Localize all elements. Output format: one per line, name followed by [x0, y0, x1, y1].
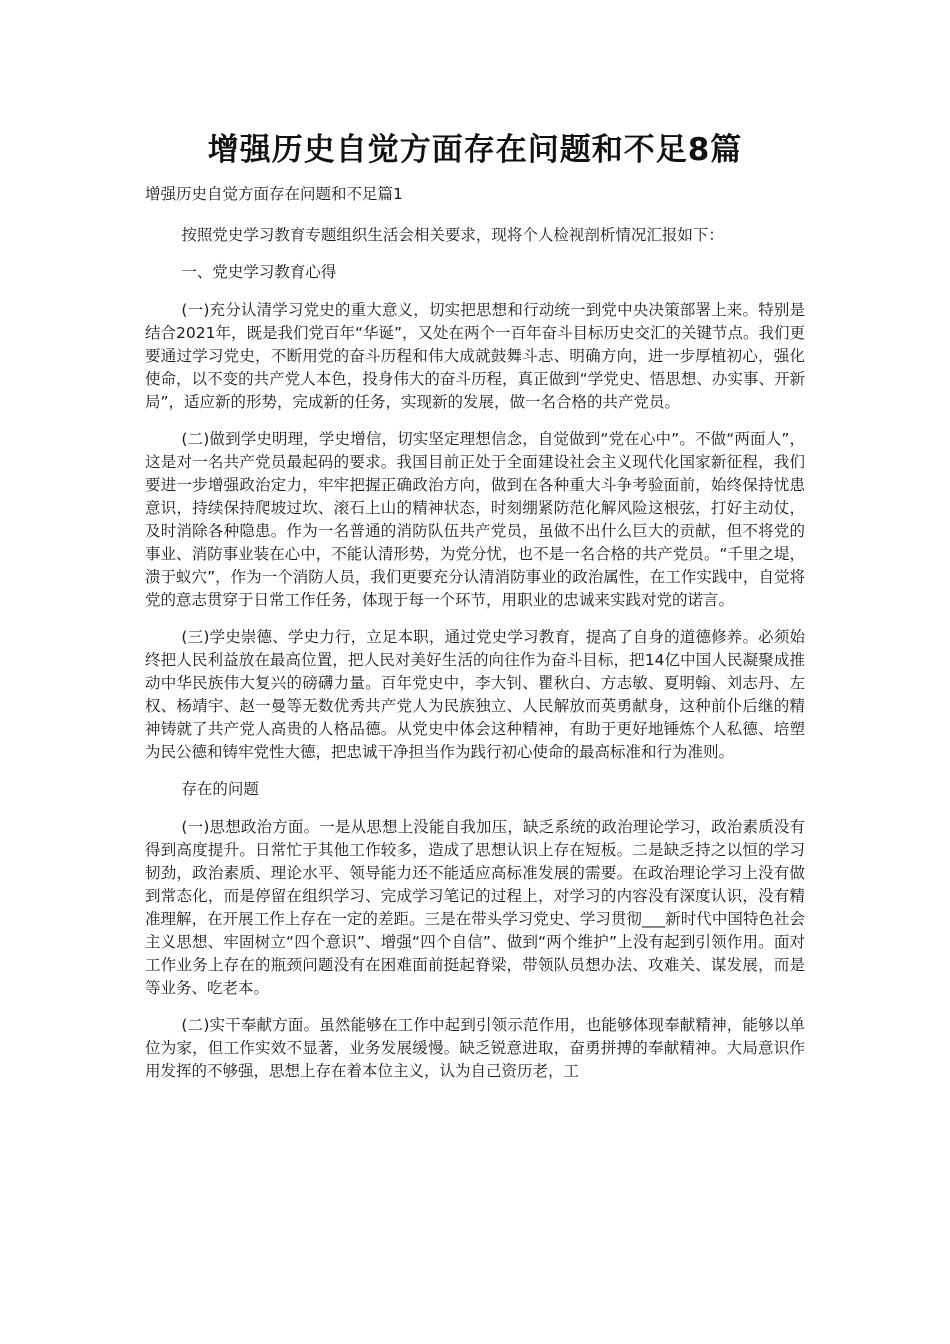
document-subtitle: 增强历史自觉方面存在问题和不足篇1	[145, 185, 403, 203]
section-heading-problems: 存在的问题	[181, 780, 259, 798]
paragraph: (二)做到学史明理，学史增信，切实坚定理想信念，自觉做到“党在心中”。不做“两面人”，这是对一名共产党员最起码的要求。我国目前正处于全面建设社会主义现代化国家新征程，我们要进一步增强政治定力，牢牢把握正确政治方向，做到在各种重大斗争考验面前，始终保持忧患意识，持续保持爬坡过坎、滚石上山的精神状态，时刻绷紧防范化解风险这根弦，打好主动仗，及时消除各种隐患。作为一名普通的消防队伍共产党员，虽做不出什么巨大的贡献，但不将党的事业、消防事业装在心中，不能认清形势，为党分忧，也不是一名合格的共产党员。“千里之堤，溃于蚁穴”，作为一个消防人员，我们更要充分认清消防事业的政治属性，在工作实践中，自觉将党的意志贯穿于日常工作任务，体现于每一个环节，用职业的忠诚来实践对党的诺言。	[145, 430, 805, 609]
paragraph: (二)实干奉献方面。虽然能够在工作中起到引领示范作用，也能够体现奉献精神，能够以单位为家，但工作实效不显著，业务发展缓慢。缺乏锐意进取，奋勇拼搏的奉献精神。大局意识作用发挥的不够强，思想上存在着本位主义，认为自己资历老，工	[145, 1016, 805, 1080]
document-title: 增强历史自觉方面存在问题和不足8篇	[207, 132, 743, 168]
section-heading-learning: 一、党史学习教育心得	[181, 263, 337, 281]
document-body	[145, 224, 805, 1097]
paragraph: (一)思想政治方面。一是从思想上没能自我加压，缺乏系统的政治理论学习，政治素质没有得到高度提升。日常忙于其他工作较多，造成了思想认识上存在短板。二是缺乏持之以恒的学习韧劲，政治素质、理论水平、领导能力还不能适应高标准发展的需要。在政治理论学习上没有做到常态化，而是停留在组织学习、完成学习笔记的过程上，对学习的内容没有深度认识，没有精准理解，在开展工作上存在一定的差距。三是在带头学习党史、学习贯彻___新时代中国特色社会主义思想、牢固树立“四个意识”、增强“四个自信”、做到“两个维护”上没有起到引领作用。面对工作业务上存在的瓶颈问题没有在困难面前挺起脊梁，带领队员想办法、攻难关、谋发展，而是等业务、吃老本。	[145, 818, 805, 997]
paragraph: (一)充分认清学习党史的重大意义，切实把思想和行动统一到党中央决策部署上来。特别是结合2021年，既是我们党百年“华诞”，又处在两个一百年奋斗目标历史交汇的关键节点。我们更要通过学习党史，不断用党的奋斗历程和伟大成就鼓舞斗志、明确方向，进一步厚植初心，强化使命，以不变的共产党人本色，投身伟大的奋斗历程，真正做到“学党史、悟思想、办实事、开新局”，适应新的形势，完成新的任务，实现新的发展，做一名合格的共产党员。	[145, 301, 806, 411]
paragraph-intro: 按照党史学习教育专题组织生活会相关要求，现将个人检视剖析情况汇报如下：	[181, 226, 724, 244]
paragraph: (三)学史崇德、学史力行，立足本职，通过党史学习教育，提高了自身的道德修养。必须始终把人民利益放在最高位置，把人民对美好生活的向往作为奋斗目标，把14亿中国人民凝聚成推动中华民族伟大复兴的磅礴力量。百年党史中，李大钊、瞿秋白、方志敏、夏明翰、刘志丹、左权、杨靖宇、赵一曼等无数优秀共产党人为民族独立、人民解放而英勇献身，这种前仆后继的精神铸就了共产党人高贵的人格品德。从党史中体会这种精神，有助于更好地锤炼个人私德、培塑为民公德和铸牢党性大德，把忠诚干净担当作为践行初心使命的最高标准和行为准则。	[145, 628, 805, 761]
